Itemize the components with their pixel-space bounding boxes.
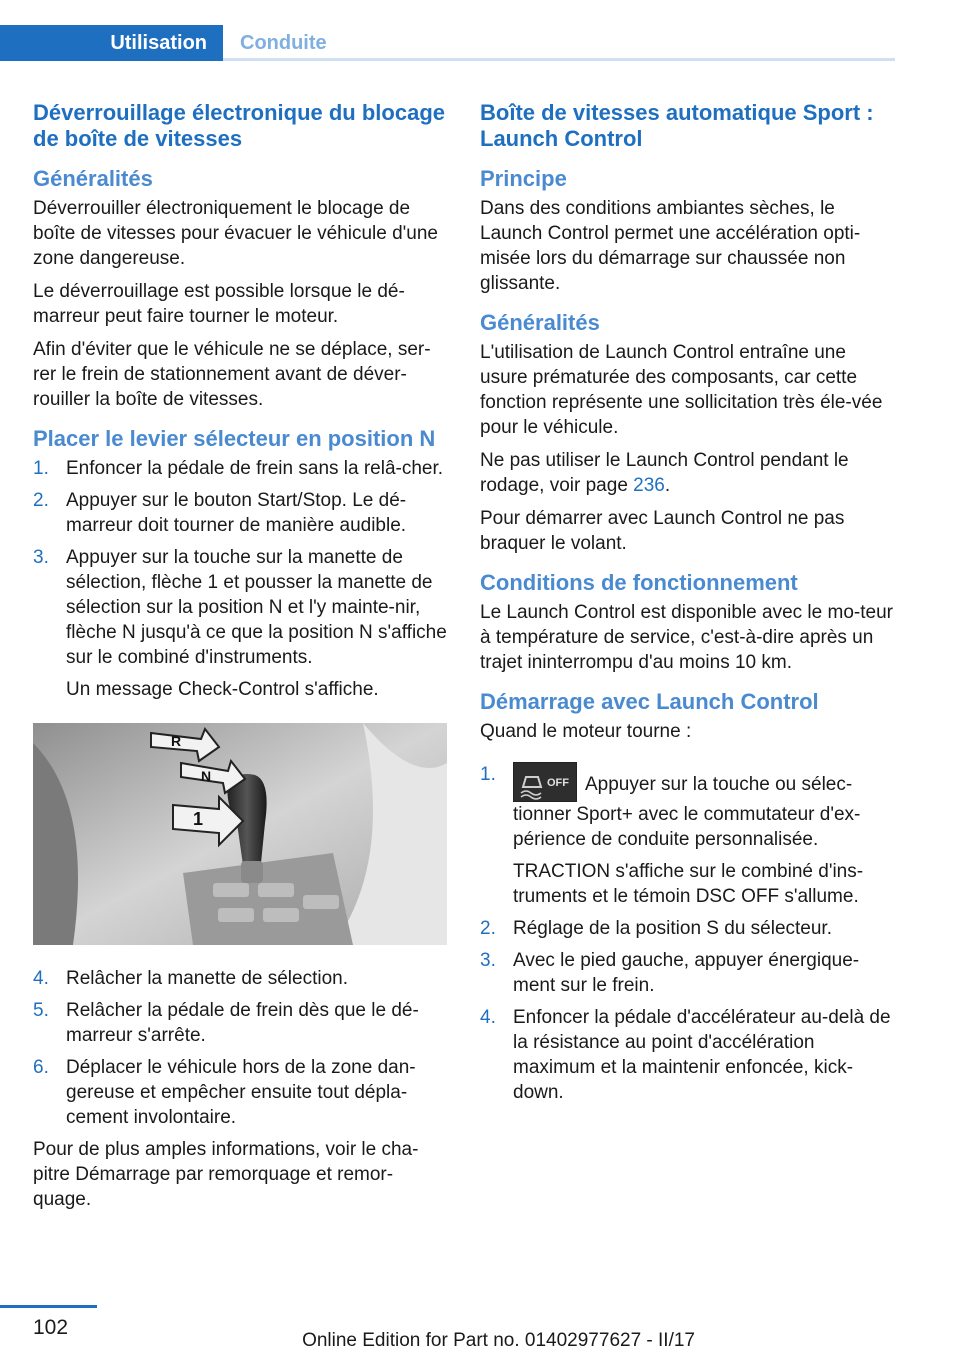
paragraph: Afin d'éviter que le véhicule ne se déplace, ser-rer le frein de stationnement avant de déver-rouiller la boîte de vitesses.	[33, 339, 431, 410]
figure-label-n: N	[201, 768, 212, 784]
heading-generalites-right: Généralités	[480, 310, 600, 335]
list-item: 2. Réglage de la position S du sélecteur.	[480, 918, 832, 939]
paragraph: Quand le moteur tourne :	[480, 721, 692, 742]
header-tabs	[0, 25, 895, 61]
list-item: 3. Appuyer sur la touche sur la manette de sélection, flèche 1 et pousser la manette de sélection sur la position N et l'y mainte-nir, flèche N jusqu'à ce que la position N s'affiche sur le combiné d'instruments. Un message Check-Control s'affiche.	[33, 547, 447, 700]
dsc-off-icon	[513, 762, 577, 802]
right-column	[480, 100, 895, 1112]
paragraph: Le Launch Control est disponible avec le mo-teur à température de service, c'est-à-dire après un trajet ininterrompu d'au moins 10 km.	[480, 602, 893, 673]
steps-list-continued	[33, 966, 448, 1130]
list-item: 3. Avec le pied gauche, appuyer énergique-ment sur le frein.	[480, 950, 860, 996]
heading-principe: Principe	[480, 166, 567, 191]
heading-demarrage: Démarrage avec Launch Control	[480, 689, 819, 714]
section-title-launch-control: Boîte de vitesses automatique Sport : Launch Control	[480, 100, 874, 151]
page-number: 102	[33, 1316, 69, 1339]
tab-utilisation[interactable]: Utilisation	[0, 25, 223, 61]
paragraph: Le déverrouillage est possible lorsque le dé-marreur peut faire tourner le moteur.	[33, 281, 405, 327]
figure-label-1: 1	[193, 809, 204, 829]
list-item: 4. Relâcher la manette de sélection.	[33, 968, 348, 989]
paragraph: Ne pas utiliser le Launch Control pendant le rodage, voir page 236.	[480, 450, 849, 496]
list-item: 1. Enfoncer la pédale de frein sans la relâ-cher.	[33, 458, 444, 479]
paragraph: Pour de plus amples informations, voir le cha-pitre Démarrage par remorquage et remor-quage.	[33, 1139, 419, 1210]
figure-label-r: R	[171, 733, 182, 749]
gear-selector-photo	[33, 723, 447, 945]
launch-steps-list	[480, 762, 895, 1105]
list-item: 5. Relâcher la pédale de frein dès que le dé-marreur s'arrête.	[33, 1000, 419, 1046]
paragraph: Pour démarrer avec Launch Control ne pas braquer le volant.	[480, 508, 845, 554]
tab-conduite[interactable]: Conduite	[240, 31, 327, 54]
tab-underline	[223, 58, 895, 61]
svg-text:OFF: OFF	[547, 777, 569, 789]
list-item: 4. Enfoncer la pédale d'accélérateur au-delà de la résistance au point d'accélération maximum et la maintenir enfoncée, kick-down.	[480, 1007, 891, 1103]
paragraph: L'utilisation de Launch Control entraîne une usure prématurée des composants, car cette fonction représente une sollicitation très éle-vée pour le véhicule.	[480, 342, 883, 438]
page-link-236[interactable]: 236	[633, 475, 665, 496]
list-item: 1. OFF Appuyer sur la touche ou sélec-tionner Sport+ avec le commutateur d'ex-périence de conduite personnalisée. TRACTION s'affiche sur le combiné d'ins-truments et le témoin DSC OFF s'allume.	[480, 764, 864, 907]
left-column	[33, 100, 448, 1220]
heading-generalites-left: Généralités	[33, 166, 153, 191]
list-item: 2. Appuyer sur le bouton Start/Stop. Le dé-marreur doit tourner de manière audible.	[33, 490, 407, 536]
heading-placer-levier: Placer le levier sélecteur en position N	[33, 426, 436, 451]
heading-conditions: Conditions de fonctionnement	[480, 570, 798, 595]
paragraph: Dans des conditions ambiantes sèches, le Launch Control permet une accélération opti-misée lors du démarrage sur chaussée non glissante.	[480, 198, 861, 294]
edition-text: Online Edition for Part no. 01402977627 - II/17	[302, 1330, 695, 1351]
section-title-deverrouillage: Déverrouillage électronique du blocage de boîte de vitesses	[33, 100, 445, 151]
paragraph: Déverrouiller électroniquement le blocage de boîte de vitesses pour évacuer le véhicule d'une zone dangereuse.	[33, 198, 438, 269]
list-item: 6. Déplacer le véhicule hors de la zone dan-gereuse et empêcher ensuite tout dépla-cement involontaire.	[33, 1057, 416, 1128]
footer-rule	[0, 1305, 97, 1308]
steps-list	[33, 456, 448, 702]
